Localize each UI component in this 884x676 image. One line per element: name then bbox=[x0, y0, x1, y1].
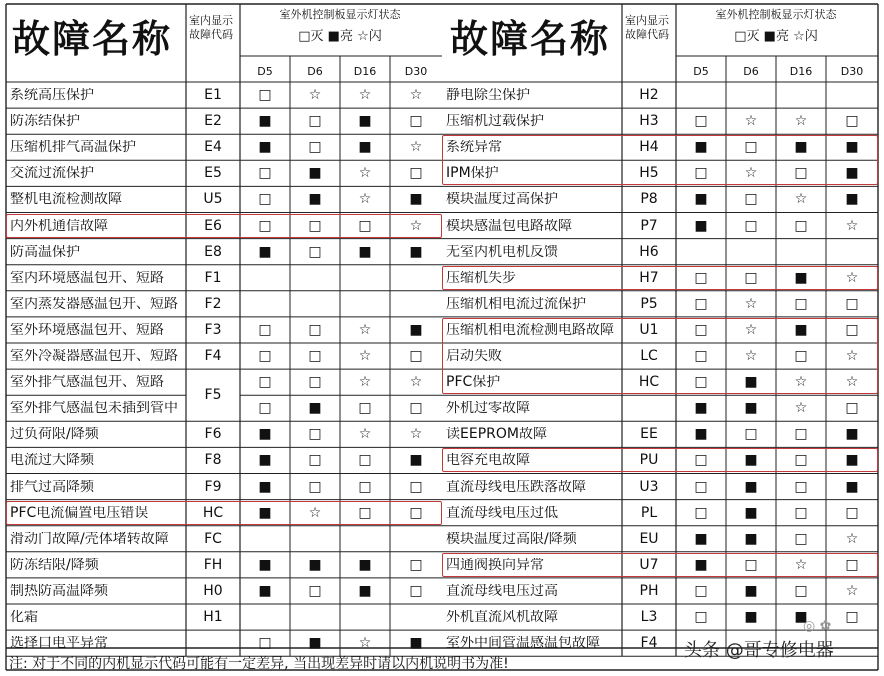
left-led-d5-state: ■ bbox=[258, 139, 272, 156]
left-fault-name: 防高温保护 bbox=[10, 244, 80, 259]
right-led-d5-state: ■ bbox=[694, 400, 708, 417]
right-fault-name: IPM保护 bbox=[446, 166, 499, 181]
right-fault-name: 四通阀换向异常 bbox=[446, 557, 544, 572]
left-led-d16-state: ☆ bbox=[358, 87, 372, 103]
right-col-header-d6: D6 bbox=[743, 65, 759, 78]
watermark-logo-icon: ◎ ✿ bbox=[803, 618, 832, 634]
left-led-d30-state: ■ bbox=[409, 635, 423, 652]
left-led-d30-state: □ bbox=[409, 113, 423, 130]
right-led-d16-state: □ bbox=[794, 478, 808, 495]
left-led-d30-state: □ bbox=[409, 348, 423, 364]
left-fault-name: 过负荷限/降频 bbox=[10, 427, 99, 442]
right-led-d16-state: □ bbox=[794, 426, 808, 443]
right-led-d5-state: ■ bbox=[694, 139, 708, 156]
right-led-d5-state: □ bbox=[694, 374, 708, 391]
right-led-d16-state: □ bbox=[794, 582, 808, 599]
right-fault-code: H2 bbox=[639, 87, 659, 103]
right-fault-name: 压缩机失步 bbox=[446, 270, 516, 285]
left-led-d6-state: □ bbox=[308, 452, 322, 469]
right-fault-code: PH bbox=[639, 582, 659, 599]
right-led-d6-state: ■ bbox=[744, 609, 758, 625]
right-led-d30-state: □ bbox=[845, 113, 859, 130]
left-fault-code: E8 bbox=[204, 243, 222, 260]
right-fault-code: H5 bbox=[639, 165, 659, 182]
right-fault-code: U1 bbox=[639, 321, 659, 338]
left-led-d5-state: □ bbox=[258, 374, 272, 391]
right-led-d6-state: ☆ bbox=[744, 348, 758, 364]
left-led-d6-state: □ bbox=[308, 374, 322, 391]
left-fault-code: F4 bbox=[204, 348, 222, 364]
right-led-d5-state: ■ bbox=[694, 191, 708, 208]
left-led-d16-state: ☆ bbox=[358, 191, 372, 208]
left-led-d30-state: □ bbox=[409, 504, 423, 521]
right-led-d16-state: □ bbox=[794, 452, 808, 469]
right-fault-name: 模块温度过高保护 bbox=[446, 192, 558, 207]
right-led-d6-state: □ bbox=[744, 269, 758, 286]
right-led-d30-state: ■ bbox=[845, 165, 859, 182]
right-led-d5-state: □ bbox=[694, 609, 708, 625]
highlight-box bbox=[442, 448, 878, 472]
right-fault-code: L3 bbox=[640, 609, 658, 625]
left-fault-code: HC bbox=[202, 504, 224, 521]
right-fault-name: 启动失败 bbox=[446, 349, 502, 363]
right-fault-code: F4 bbox=[640, 635, 658, 652]
highlight-box bbox=[442, 266, 878, 290]
left-led-d30-state: ☆ bbox=[409, 139, 423, 156]
right-led-d6-state: ■ bbox=[744, 452, 758, 469]
right-led-d16-state: ■ bbox=[794, 269, 808, 286]
left-led-d5-state: ■ bbox=[258, 556, 272, 573]
right-fault-code: PU bbox=[639, 452, 659, 469]
left-led-d16-state: ■ bbox=[358, 556, 372, 573]
right-col-header-d30: D30 bbox=[840, 65, 864, 78]
left-led-d30-state: ☆ bbox=[409, 87, 423, 103]
right-fault-code: H6 bbox=[639, 243, 659, 260]
left-led-d16-state: ☆ bbox=[358, 374, 372, 391]
left-fault-name: 压缩机排气高温保护 bbox=[10, 140, 136, 155]
left-led-d30-state: ☆ bbox=[409, 217, 423, 234]
left-fault-name: 室外排气感温包未插到管中 bbox=[10, 401, 178, 416]
right-led-d16-state: ■ bbox=[794, 321, 808, 338]
left-led-d6-state: ■ bbox=[308, 400, 322, 417]
left-led-d30-state: □ bbox=[409, 165, 423, 182]
left-fault-code: F2 bbox=[204, 295, 222, 312]
right-led-d6-state: ☆ bbox=[744, 165, 758, 182]
footnote: 注: 对于不同的内机显示代码可能有一定差异, 当出现差异时请以内机说明书为准! bbox=[9, 656, 509, 672]
left-led-d5-state: □ bbox=[258, 321, 272, 338]
left-fault-name: 化霜 bbox=[10, 610, 38, 624]
right-legend: □灭 ■亮 ☆闪 bbox=[734, 29, 818, 44]
right-fault-name: 系统异常 bbox=[446, 140, 502, 155]
right-fault-name: 直流母线电压跌落故障 bbox=[446, 479, 586, 494]
left-fault-name: 整机电流检测故障 bbox=[10, 192, 122, 207]
right-led-d6-state: □ bbox=[744, 217, 758, 234]
left-led-d5-state: ■ bbox=[258, 504, 272, 521]
right-fault-name: 压缩机相电流检测电路故障 bbox=[446, 322, 614, 337]
left-led-d6-state: ■ bbox=[308, 165, 322, 182]
right-led-d5-state: □ bbox=[694, 165, 708, 182]
left-led-d5-state: ■ bbox=[258, 452, 272, 469]
left-led-d16-state: □ bbox=[358, 452, 372, 469]
left-led-d6-state: □ bbox=[308, 321, 322, 338]
right-fault-name: 无室内机电机反馈 bbox=[446, 244, 558, 259]
left-led-d5-state: ■ bbox=[258, 582, 272, 599]
right-fault-code: P8 bbox=[640, 191, 658, 208]
highlight-box bbox=[442, 553, 878, 577]
left-led-d30-state: □ bbox=[409, 582, 423, 599]
left-fault-name: 室内环境感温包开、短路 bbox=[10, 270, 164, 285]
highlight-box bbox=[6, 214, 442, 238]
right-fault-name: 压缩机相电流过流保护 bbox=[446, 296, 586, 311]
right-fault-name: 外机过零故障 bbox=[446, 401, 530, 416]
left-legend: □灭 ■亮 ☆闪 bbox=[298, 29, 382, 44]
right-fault-name: 读EEPROM故障 bbox=[446, 427, 547, 442]
left-fault-name: PFC电流偏置电压错误 bbox=[10, 505, 149, 520]
left-led-d30-state: ■ bbox=[409, 191, 423, 208]
left-led-d16-state: ■ bbox=[358, 582, 372, 599]
right-led-d30-state: ☆ bbox=[845, 530, 859, 547]
left-fault-code-merged: F5 bbox=[204, 387, 222, 404]
right-led-d30-state: ■ bbox=[845, 139, 859, 156]
left-led-d5-state: □ bbox=[258, 400, 272, 417]
right-led-d30-state: □ bbox=[845, 556, 859, 573]
right-led-d6-state: ■ bbox=[744, 582, 758, 599]
right-led-d5-state: ■ bbox=[694, 217, 708, 234]
left-led-d30-state: □ bbox=[409, 478, 423, 495]
right-led-d16-state: ■ bbox=[794, 609, 808, 625]
left-fault-name: 室内蒸发器感温包开、短路 bbox=[10, 296, 178, 311]
right-led-d6-state: ☆ bbox=[744, 113, 758, 130]
left-led-d16-state: □ bbox=[358, 217, 372, 234]
left-fault-code: F8 bbox=[204, 452, 222, 469]
right-led-d30-state: ■ bbox=[845, 452, 859, 469]
left-fault-code: H1 bbox=[203, 609, 223, 625]
left-status-header: 室外机控制板显示灯状态 bbox=[279, 8, 401, 21]
right-fault-code: EU bbox=[639, 530, 659, 547]
right-led-d5-state: ■ bbox=[694, 426, 708, 443]
right-fault-code: U7 bbox=[639, 556, 659, 573]
right-fault-code: H3 bbox=[639, 113, 659, 130]
left-led-d16-state: □ bbox=[358, 478, 372, 495]
left-led-d6-state: □ bbox=[308, 113, 322, 130]
left-led-d5-state: ■ bbox=[258, 426, 272, 443]
right-fault-code: H4 bbox=[639, 139, 659, 156]
right-led-d6-state: ■ bbox=[744, 504, 758, 521]
left-fault-code: U5 bbox=[203, 191, 223, 208]
left-fault-name: 交流过流保护 bbox=[10, 166, 94, 181]
right-led-d6-state: ■ bbox=[744, 530, 758, 547]
right-led-d30-state: ■ bbox=[845, 478, 859, 495]
right-led-d16-state: □ bbox=[794, 295, 808, 312]
left-fault-name: 室外冷凝器感温包开、短路 bbox=[10, 349, 178, 363]
right-fault-code: PL bbox=[640, 504, 658, 521]
left-led-d6-state: □ bbox=[308, 348, 322, 364]
left-led-d16-state: ☆ bbox=[358, 321, 372, 338]
right-led-d5-state: □ bbox=[694, 113, 708, 130]
left-led-d30-state: ■ bbox=[409, 243, 423, 260]
left-led-d5-state: □ bbox=[258, 165, 272, 182]
highlight-box bbox=[6, 501, 442, 525]
left-led-d16-state: ☆ bbox=[358, 635, 372, 652]
right-led-d16-state: □ bbox=[794, 165, 808, 182]
left-col-header-d16: D16 bbox=[353, 65, 377, 78]
left-fault-name: 排气过高降频 bbox=[10, 479, 94, 494]
right-led-d30-state: ☆ bbox=[845, 582, 859, 599]
left-fault-name: 选择口电平异常 bbox=[10, 636, 108, 651]
right-led-d6-state: □ bbox=[744, 139, 758, 156]
right-led-d6-state: □ bbox=[744, 426, 758, 443]
left-led-d6-state: □ bbox=[308, 426, 322, 443]
right-led-d16-state: ☆ bbox=[794, 374, 808, 391]
left-fault-name: 系统高压保护 bbox=[10, 88, 94, 102]
left-led-d30-state: ■ bbox=[409, 321, 423, 338]
left-led-d5-state: □ bbox=[258, 635, 272, 652]
left-led-d5-state: □ bbox=[258, 217, 272, 234]
left-led-d30-state: ☆ bbox=[409, 374, 423, 391]
left-fault-name: 制热防高温降频 bbox=[10, 583, 108, 598]
right-status-header: 室外机控制板显示灯状态 bbox=[715, 8, 837, 21]
left-led-d6-state: ☆ bbox=[308, 87, 322, 103]
right-fault-name: 直流母线电压过高 bbox=[446, 583, 558, 598]
right-led-d30-state: □ bbox=[845, 321, 859, 338]
right-fault-name: 电容充电故障 bbox=[446, 453, 530, 468]
right-fault-name: 压缩机过载保护 bbox=[446, 114, 544, 129]
right-fault-code: LC bbox=[640, 348, 658, 364]
left-led-d30-state: □ bbox=[409, 400, 423, 417]
right-led-d6-state: ☆ bbox=[744, 295, 758, 312]
right-led-d30-state: ☆ bbox=[845, 348, 859, 364]
right-led-d30-state: ■ bbox=[845, 426, 859, 443]
left-col-header-d30: D30 bbox=[404, 65, 428, 78]
right-led-d16-state: □ bbox=[794, 504, 808, 521]
right-fault-name: 静电除尘保护 bbox=[446, 88, 530, 102]
left-led-d16-state: ☆ bbox=[358, 165, 372, 182]
right-fault-name: PFC保护 bbox=[446, 375, 501, 390]
right-led-d30-state: ☆ bbox=[845, 217, 859, 234]
left-fault-code: E2 bbox=[204, 113, 222, 130]
left-led-d5-state: □ bbox=[258, 191, 272, 208]
left-title: 故障名称 bbox=[12, 17, 173, 61]
left-fault-code: F6 bbox=[204, 426, 222, 443]
left-led-d16-state: □ bbox=[358, 400, 372, 417]
left-led-d16-state: ■ bbox=[358, 113, 372, 130]
right-led-d5-state: ■ bbox=[694, 556, 708, 573]
left-fault-code: FH bbox=[203, 556, 223, 573]
right-led-d16-state: □ bbox=[794, 348, 808, 364]
right-fault-code: P5 bbox=[640, 295, 658, 312]
right-led-d30-state: □ bbox=[845, 504, 859, 521]
left-led-d6-state: □ bbox=[308, 478, 322, 495]
right-fault-code: U3 bbox=[639, 478, 659, 495]
left-fault-name: 滑动门故障/壳体堵转故障 bbox=[10, 531, 169, 546]
right-led-d6-state: ☆ bbox=[744, 321, 758, 338]
left-fault-name: 防冻结限/降频 bbox=[10, 557, 99, 572]
left-led-d6-state: □ bbox=[308, 243, 322, 260]
right-col-header-d16: D16 bbox=[789, 65, 813, 78]
left-led-d16-state: ■ bbox=[358, 139, 372, 156]
right-led-d16-state: ☆ bbox=[794, 191, 808, 208]
right-fault-name: 室外中间管温感温包故障 bbox=[446, 636, 600, 651]
right-led-d6-state: □ bbox=[744, 556, 758, 573]
right-led-d30-state: ■ bbox=[845, 191, 859, 208]
right-led-d5-state: □ bbox=[694, 504, 708, 521]
left-fault-code: F3 bbox=[204, 321, 222, 338]
left-fault-name: 防冻结保护 bbox=[10, 114, 80, 129]
left-fault-name: 室外环境感温包开、短路 bbox=[10, 322, 164, 337]
left-col-header-d5: D5 bbox=[257, 65, 273, 78]
highlight-box bbox=[442, 135, 878, 185]
left-led-d6-state: ■ bbox=[308, 191, 322, 208]
watermark: 头条 @哥专修电器 bbox=[684, 640, 834, 661]
left-led-d5-state: ■ bbox=[258, 113, 272, 130]
left-code-header: 室内显示故障代码 bbox=[189, 14, 233, 41]
right-led-d30-state: □ bbox=[845, 609, 859, 625]
right-led-d16-state: □ bbox=[794, 217, 808, 234]
right-led-d6-state: ■ bbox=[744, 400, 758, 417]
right-led-d5-state: □ bbox=[694, 348, 708, 364]
right-led-d16-state: ☆ bbox=[794, 113, 808, 130]
left-led-d16-state: ☆ bbox=[358, 426, 372, 443]
right-title: 故障名称 bbox=[450, 17, 611, 61]
left-led-d30-state: ☆ bbox=[409, 426, 423, 443]
right-led-d16-state: □ bbox=[794, 530, 808, 547]
right-fault-code: P7 bbox=[640, 217, 658, 234]
right-led-d30-state: □ bbox=[845, 400, 859, 417]
left-fault-code: E6 bbox=[204, 217, 222, 234]
left-fault-code: E1 bbox=[204, 87, 222, 103]
left-led-d5-state: ■ bbox=[258, 243, 272, 260]
left-led-d16-state: ■ bbox=[358, 243, 372, 260]
left-fault-code: F9 bbox=[204, 478, 222, 495]
right-code-header: 室内显示故障代码 bbox=[625, 14, 669, 41]
right-fault-code: H7 bbox=[639, 269, 659, 286]
right-fault-name: 直流母线电压过低 bbox=[446, 505, 558, 520]
left-led-d5-state: □ bbox=[258, 87, 272, 103]
right-led-d30-state: ☆ bbox=[845, 269, 859, 286]
left-led-d5-state: ■ bbox=[258, 478, 272, 495]
right-led-d5-state: □ bbox=[694, 582, 708, 599]
left-led-d6-state: □ bbox=[308, 139, 322, 156]
left-fault-code: E5 bbox=[204, 165, 222, 182]
left-fault-name: 室外排气感温包开、短路 bbox=[10, 375, 164, 390]
left-led-d6-state: □ bbox=[308, 582, 322, 599]
right-fault-name: 模块温度过高限/降频 bbox=[446, 531, 577, 546]
right-led-d5-state: □ bbox=[694, 269, 708, 286]
right-fault-code: HC bbox=[638, 374, 660, 391]
right-fault-code: EE bbox=[640, 426, 658, 443]
left-led-d6-state: □ bbox=[308, 217, 322, 234]
right-led-d5-state: ■ bbox=[694, 530, 708, 547]
right-led-d5-state: □ bbox=[694, 452, 708, 469]
left-fault-code: F1 bbox=[204, 269, 222, 286]
left-led-d6-state: ☆ bbox=[308, 504, 322, 521]
right-fault-name: 外机直流风机故障 bbox=[446, 610, 558, 624]
left-fault-code: FC bbox=[204, 530, 222, 547]
left-led-d16-state: □ bbox=[358, 504, 372, 521]
left-led-d30-state: □ bbox=[409, 556, 423, 573]
right-led-d16-state: ☆ bbox=[794, 556, 808, 573]
right-led-d30-state: ☆ bbox=[845, 374, 859, 391]
right-led-d5-state: □ bbox=[694, 321, 708, 338]
left-led-d16-state: ☆ bbox=[358, 348, 372, 364]
left-led-d6-state: ■ bbox=[308, 635, 322, 652]
left-led-d5-state: □ bbox=[258, 348, 272, 364]
left-fault-name: 内外机通信故障 bbox=[10, 218, 108, 233]
left-fault-code: H0 bbox=[203, 582, 223, 599]
right-led-d16-state: ☆ bbox=[794, 400, 808, 417]
right-fault-name: 模块感温包电路故障 bbox=[446, 218, 572, 233]
left-fault-code: E4 bbox=[204, 139, 222, 156]
right-led-d5-state: □ bbox=[694, 478, 708, 495]
right-led-d5-state: □ bbox=[694, 295, 708, 312]
right-led-d30-state: □ bbox=[845, 295, 859, 312]
left-led-d6-state: ■ bbox=[308, 556, 322, 573]
left-fault-name: 电流过大降频 bbox=[10, 453, 94, 468]
right-led-d6-state: ■ bbox=[744, 478, 758, 495]
right-led-d6-state: ■ bbox=[744, 374, 758, 391]
right-led-d16-state: ■ bbox=[794, 139, 808, 156]
right-col-header-d5: D5 bbox=[693, 65, 709, 78]
left-led-d30-state: ■ bbox=[409, 452, 423, 469]
left-col-header-d6: D6 bbox=[307, 65, 323, 78]
right-led-d6-state: □ bbox=[744, 191, 758, 208]
highlight-box bbox=[442, 318, 878, 394]
